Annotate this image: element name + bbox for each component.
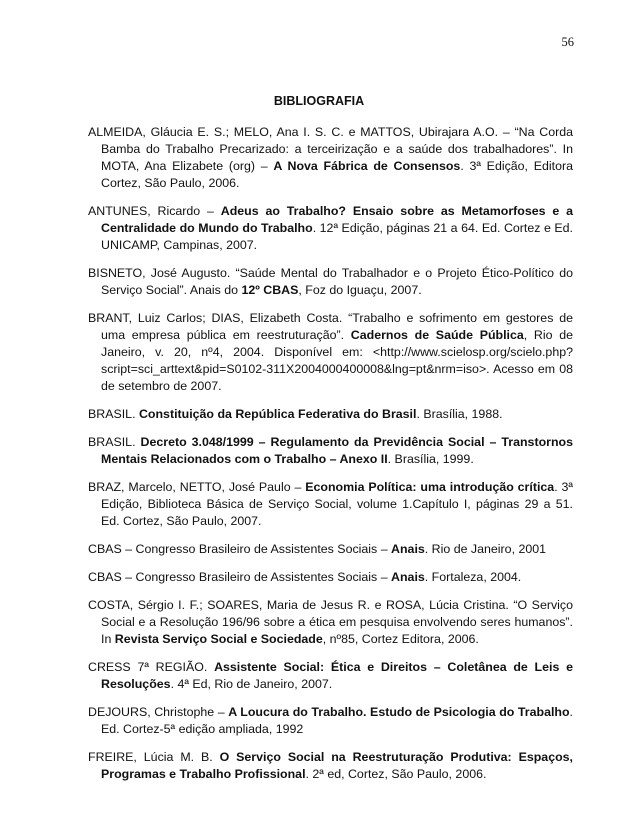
entry-title: A Nova Fábrica de Consensos [273, 159, 461, 173]
bibliography-entry [88, 434, 573, 468]
entry-text: . 12ª Edição, páginas 21 a 64. Ed. Cortez e Ed. UNICAMP, Campinas, 2007. [101, 221, 573, 252]
bibliography-entry [88, 479, 573, 530]
page-title: BIBLIOGRAFIA [273, 94, 365, 108]
entry-title: Assistente Social: Ética e Direitos – Coletânea de Leis e Resoluções [101, 660, 573, 691]
page-number: 56 [561, 35, 574, 49]
bibliography-entry [88, 597, 573, 648]
entry-title: Revista Serviço Social e Sociedade [114, 632, 323, 646]
bibliography-entry [88, 310, 573, 395]
entry-title: 12º CBAS [241, 283, 299, 297]
entry-title: Economia Política: uma introdução crítica [305, 480, 555, 494]
entry-title: Adeus ao Trabalho? Ensaio sobre as Metamorfoses e a Centralidade do Mundo do Trabalho [101, 204, 573, 235]
bibliography-entry [88, 659, 573, 693]
bibliography-entry [88, 749, 573, 783]
entry-text: . 4ª Ed, Rio de Janeiro, 2007. [170, 677, 333, 691]
entry-title: O Serviço Social na Reestruturação Produtiva: Espaços, Programas e Trabalho Profissional [101, 750, 573, 781]
bibliography-entry [88, 541, 573, 558]
entry-title: Constituição da República Federativa do Brasil [138, 407, 417, 421]
entry-text: BRASIL. [88, 407, 139, 421]
entry-title: Cadernos de Saúde Pública [350, 328, 524, 342]
entry-text: . Brasília, 1999. [387, 452, 474, 466]
entry-text: BRAZ, Marcelo, NETTO, José Paulo – [88, 480, 306, 494]
bibliography-entry [88, 203, 573, 254]
entry-text: , Foz do Iguaçu, 2007. [298, 283, 422, 297]
bibliography-entry [88, 265, 573, 299]
entry-text: . 3ª Edição, Editora Cortez, São Paulo, 2006. [101, 159, 573, 190]
entry-title: A Loucura do Trabalho. Estudo de Psicologia do Trabalho [228, 705, 570, 719]
entry-text: , Rio de Janeiro, v. 20, nº4, 2004. Disponível em: <http://www.scielosp.org/scielo.php?script=sci_arttext&pid=S0102-311X2004000400008&lng=pt&nrm=iso>. Acesso em 08 de setembro de 2007. [101, 328, 573, 393]
bibliography-entry [88, 704, 573, 738]
entry-text: ANTUNES, Ricardo – [88, 204, 221, 218]
entry-text: . Rio de Janeiro, 2001 [424, 542, 547, 556]
entry-text: , nº85, Cortez Editora, 2006. [322, 632, 479, 646]
entry-text: CRESS 7ª REGIÃO. [88, 660, 215, 674]
entry-text: COSTA, Sérgio I. F.; SOARES, Maria de Jesus R. e ROSA, Lúcia Cristina. “O Serviço Social e a Resolução 196/96 sobre a ética em pesquisa envolvendo seres humanos”. In [88, 598, 573, 646]
entry-text: . Fortaleza, 2004. [424, 570, 522, 584]
entry-text: . 3ª Edição, Biblioteca Básica de Serviço Social, volume 1.Capítulo I, páginas 29 a 51. Ed. Cortez, São Paulo, 2007. [101, 480, 573, 528]
entry-text: ALMEIDA, Gláucia E. S.; MELO, Ana I. S. C. e MATTOS, Ubirajara A.O. – “Na Corda Bamba do Trabalho Precarizado: a terceirização e a saúde dos trabalhadores”. In MOTA, Ana Elizabete (org) – [88, 125, 573, 173]
entry-title: Decreto 3.048/1999 – Regulamento da Previdência Social – Transtornos Mentais Relacionados com o Trabalho – Anexo II [101, 435, 573, 466]
bibliography-list [88, 124, 573, 794]
entry-text: . 2ª ed, Cortez, São Paulo, 2006. [305, 767, 487, 781]
bibliography-entry [88, 569, 573, 586]
entry-text: CBAS – Congresso Brasileiro de Assistentes Sociais – [88, 570, 392, 584]
entry-text: BRANT, Luiz Carlos; DIAS, Elizabeth Costa. “Trabalho e sofrimento em gestores de uma empresa pública em reestruturação”. [88, 311, 573, 342]
entry-text: CBAS – Congresso Brasileiro de Assistentes Sociais – [88, 542, 392, 556]
entry-title: Anais [391, 542, 425, 556]
entry-text: FREIRE, Lúcia M. B. [88, 750, 220, 764]
entry-text: . Ed. Cortez-5ª edição ampliada, 1992 [101, 705, 573, 736]
entry-text: BISNETO, José Augusto. “Saúde Mental do Trabalhador e o Projeto Ético-Político do Serviço Social”. Anais do [88, 266, 573, 297]
bibliography-entry [88, 124, 573, 192]
entry-title: Anais [391, 570, 425, 584]
entry-text: DEJOURS, Christophe – [88, 705, 229, 719]
entry-text: . Brasília, 1988. [416, 407, 503, 421]
bibliography-entry [88, 406, 573, 423]
entry-text: BRASIL. [88, 435, 141, 449]
